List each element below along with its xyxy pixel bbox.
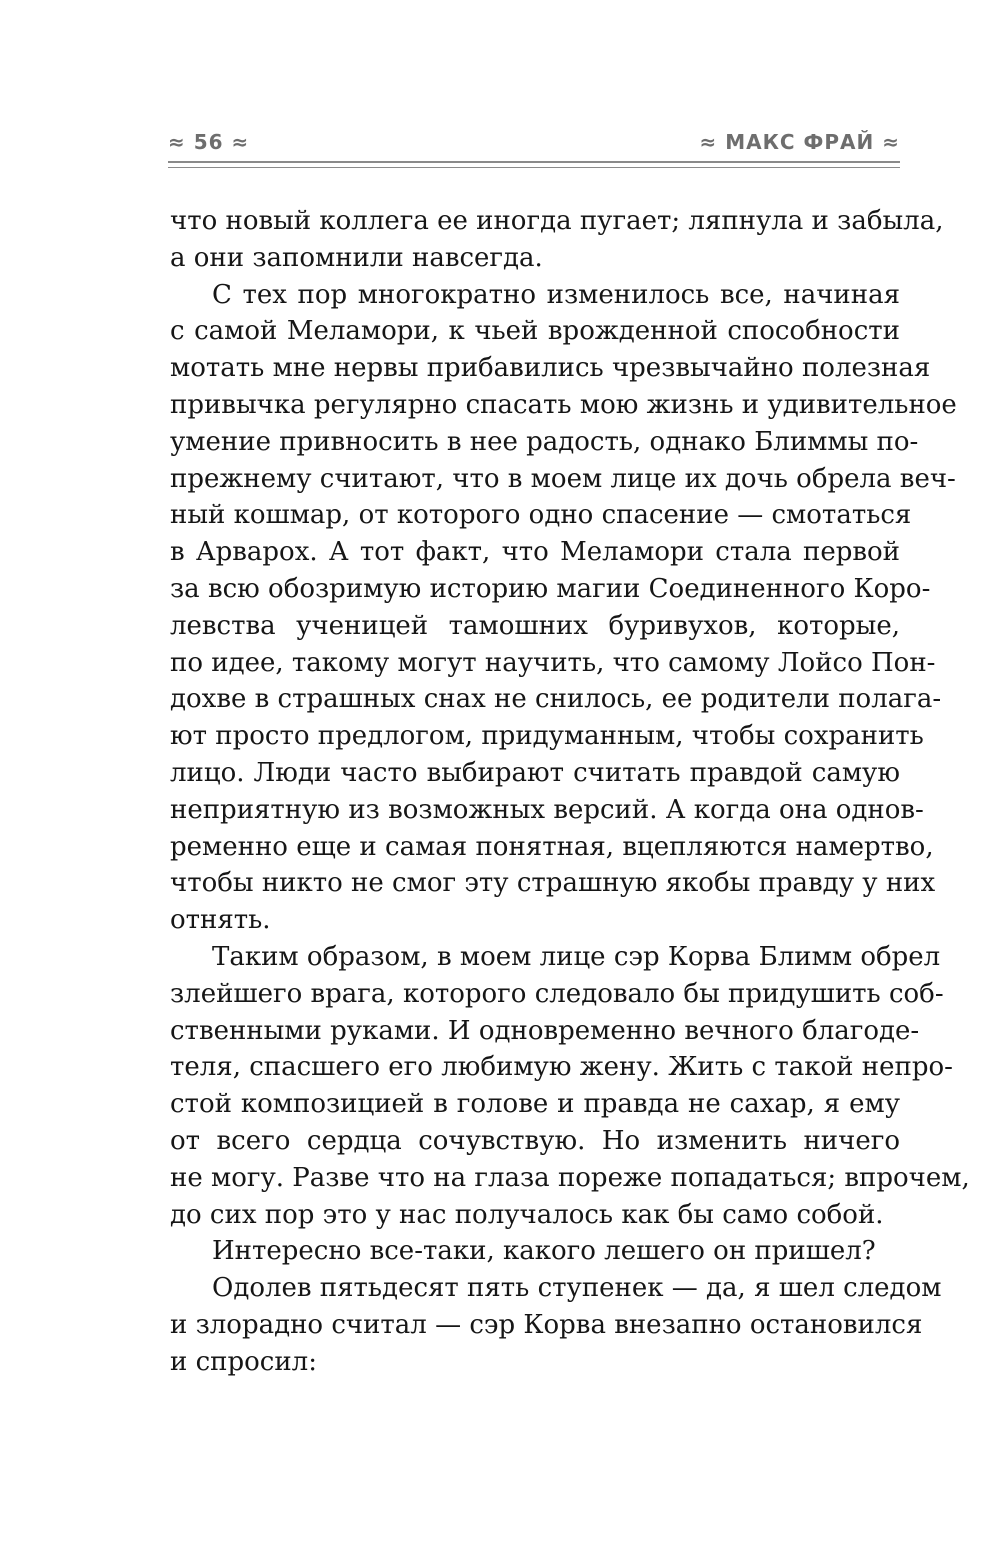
text-line: ственными руками. И одновременно вечного благоде- [170, 1015, 920, 1046]
paragraph [170, 1270, 942, 1380]
header-rule-bottom [168, 167, 900, 169]
paragraph [170, 277, 957, 939]
text-line: с самой Меламори, к чьей врожденной способности [170, 316, 900, 347]
text-line: прежнему считают, что в моем лице их дочь обрела веч- [170, 463, 956, 494]
text-line: Таким образом, в моем лице сэр Корва Блимм обрел [212, 941, 941, 972]
text-line: левства ученицей тамошних буривухов, которые, [170, 610, 900, 641]
running-head [168, 124, 900, 160]
paragraph [170, 203, 944, 277]
text-line: и спросил: [170, 1346, 317, 1377]
paragraph [170, 939, 970, 1233]
text-line: от всего сердца сочувствую. Но изменить ничего [170, 1125, 900, 1156]
text-line: до сих пор это у нас получалось как бы само собой. [170, 1199, 884, 1230]
header-double-rule [168, 161, 900, 172]
text-line: не могу. Разве что на глаза пореже попадаться; впрочем, [170, 1162, 970, 1193]
text-line: ременно еще и самая понятная, вцепляются намертво, [170, 831, 934, 862]
text-line: стой композицией в голове и правда не сахар, я ему [170, 1089, 900, 1120]
text-line: Интересно все-таки, какого лешего он пришел? [212, 1236, 876, 1267]
text-line: Одолев пятьдесят пять ступенек — да, я шел следом [212, 1273, 942, 1304]
text-line: С тех пор многократно изменилось все, начиная [212, 279, 900, 310]
text-line: в Арварох. А тот факт, что Меламори стала первой [170, 537, 900, 568]
text-line: по идее, такому могут научить, что самому Лойсо Пон- [170, 647, 936, 678]
text-line: ют просто предлогом, придуманным, чтобы сохранить [170, 721, 924, 752]
text-line: умение привносить в нее радость, однако Блиммы по- [170, 426, 919, 457]
text-line: лицо. Люди часто выбирают считать правдой самую [170, 757, 900, 788]
text-line: и злорадно считал — сэр Корва внезапно остановился [170, 1309, 923, 1340]
text-line: злейшего врага, которого следовало бы придушить соб- [170, 978, 944, 1009]
text-line: за всю обозримую историю магии Соединенного Коро- [170, 573, 931, 604]
header-rule-top [168, 161, 900, 163]
text-line: теля, спасшего его любимую жену. Жить с такой непро- [170, 1052, 953, 1083]
author-name: ≈ МАКС ФРАЙ ≈ [699, 130, 900, 154]
text-line: ный кошмар, от которого одно спасение — смотаться [170, 500, 912, 531]
text-line: отнять. [170, 905, 271, 936]
text-line: привычка регулярно спасать мою жизнь и удивительное [170, 389, 957, 420]
body-text [170, 203, 970, 1381]
text-line: чтобы никто не смог эту страшную якобы правду у них [170, 868, 936, 899]
text-line: неприятную из возможных версий. А когда она однов- [170, 794, 924, 825]
paragraph [170, 1233, 900, 1270]
text-line: дохве в страшных снах не снилось, ее родители полага- [170, 684, 942, 715]
text-line: что новый коллега ее иногда пугает; ляпнула и забыла, [170, 206, 944, 236]
text-line: мотать мне нервы прибавились чрезвычайно полезная [170, 353, 931, 384]
text-line: а они запомнили навсегда. [170, 242, 543, 273]
page-number: ≈ 56 ≈ [168, 130, 250, 154]
